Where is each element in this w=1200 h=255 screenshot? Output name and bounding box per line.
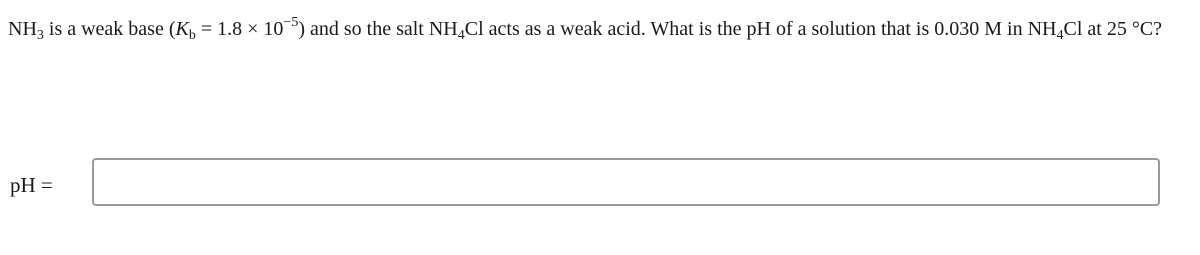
question-text [8, 12, 1196, 46]
subscript: 4 [457, 28, 465, 43]
question-part: NH [8, 18, 37, 40]
question-part: is a weak base ( [43, 18, 176, 40]
exponent: −5 [283, 15, 299, 30]
subscript: 4 [1056, 28, 1064, 43]
question-part: ) and so the salt NH [298, 18, 458, 40]
question-part: Cl acts as a weak acid. What is the pH of a solution that is 0.030 M in NH [464, 18, 1057, 40]
subscript: b [188, 28, 196, 43]
question-part: = 1.8 × 10 [195, 18, 284, 40]
subscript: 3 [36, 28, 44, 43]
question-part: Cl at 25 °C? [1063, 18, 1163, 40]
ph-answer-input[interactable] [92, 158, 1160, 206]
ph-label: pH = [10, 173, 53, 197]
kb-symbol: K [175, 18, 189, 40]
